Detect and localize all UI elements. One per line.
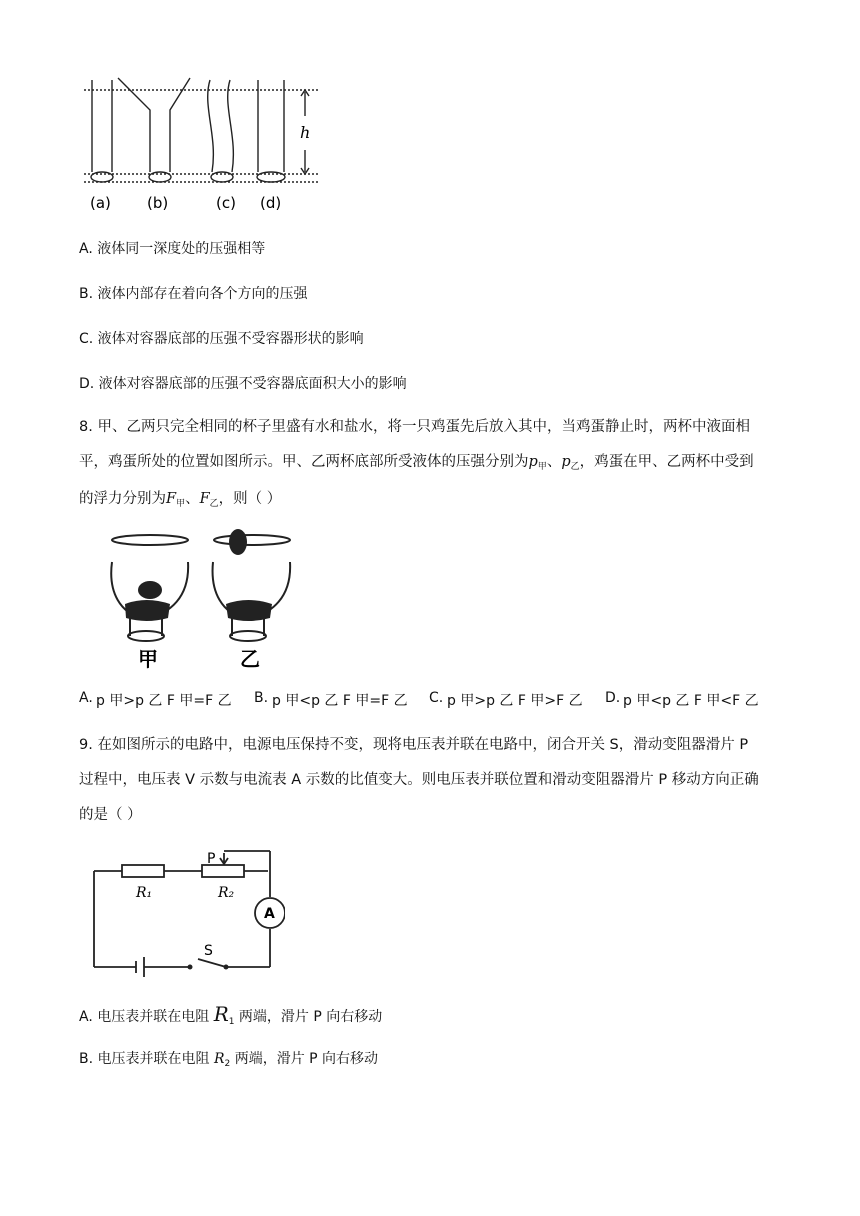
q8-option-a: p 甲>p 乙 F 甲=F 乙 [96, 693, 232, 709]
circuit-label-r1: R₁ [136, 885, 153, 901]
q9-line-2: 过程中，电压表 V 示数与电流表 A 示数的比值变大。则电压表并联位置和滑动变阻器滑片 P 移动方向正确 [79, 772, 759, 788]
q9-option-a: A. 电压表并联在电阻 $R_1$ 两端，滑片 P 向右移动 [79, 1002, 383, 1027]
tube-label-b: (b) [147, 194, 169, 212]
q8-option-c: p 甲>p 乙 F 甲>F 乙 [447, 693, 583, 709]
q7-option-c: C. 液体对容器底部的压强不受容器形状的影响 [79, 331, 364, 347]
q7-option-d: D. 液体对容器底部的压强不受容器底面积大小的影响 [79, 376, 407, 392]
tube-label-c: (c) [216, 194, 236, 212]
circuit-label-a: A [264, 906, 275, 922]
q9-line-3: 的是（ ） [79, 807, 142, 823]
q8-option-d-label: D. [605, 690, 621, 706]
q8-line-3: 的浮力分别为$F_甲$、$F_乙$，则（ ） [79, 491, 282, 509]
q8-option-a-label: A. [79, 690, 93, 706]
cup-label-yi: 乙 [240, 647, 260, 671]
q8-option-d: p 甲<p 乙 F 甲<F 乙 [623, 693, 759, 709]
q7-option-b: B. 液体内部存在着向各个方向的压强 [79, 286, 308, 302]
q8-option-b: p 甲<p 乙 F 甲=F 乙 [272, 693, 408, 709]
circuit-label-s: S [204, 943, 213, 959]
q9-option-b: B. 电压表并联在电阻 $R_2$ 两端，滑片 P 向右移动 [79, 1051, 379, 1069]
q8-option-c-label: C. [429, 690, 444, 706]
q8-option-b-label: B. [254, 690, 269, 706]
tubes-figure [80, 76, 325, 216]
q9-line-1: 9. 在如图所示的电路中，电源电压保持不变，现将电压表并联在电路中，闭合开关 S，滑动变阻器滑片 P [79, 737, 749, 753]
q8-line-1: 8. 甲、乙两只完全相同的杯子里盛有水和盐水，将一只鸡蛋先后放入其中，当鸡蛋静止时，两杯中液面相 [79, 419, 750, 435]
circuit-label-r2: R₂ [218, 885, 235, 901]
q8-line-2: 平，鸡蛋所处的位置如图所示。甲、乙两杯底部所受液体的压强分别为$p_甲$、$p_乙$，鸡蛋在甲、乙两杯中受到 [79, 454, 754, 472]
question-9 [79, 728, 779, 833]
h-label: h [300, 123, 311, 142]
circuit-figure [90, 845, 285, 980]
cups-figure [100, 522, 305, 672]
cup-label-jia: 甲 [138, 647, 158, 671]
q7-option-a: A. 液体同一深度处的压强相等 [79, 241, 266, 257]
question-8 [79, 410, 779, 519]
tube-label-a: (a) [90, 194, 111, 212]
circuit-label-p: P [207, 851, 216, 867]
q8-options [0, 690, 860, 710]
tube-label-d: (d) [260, 194, 282, 212]
